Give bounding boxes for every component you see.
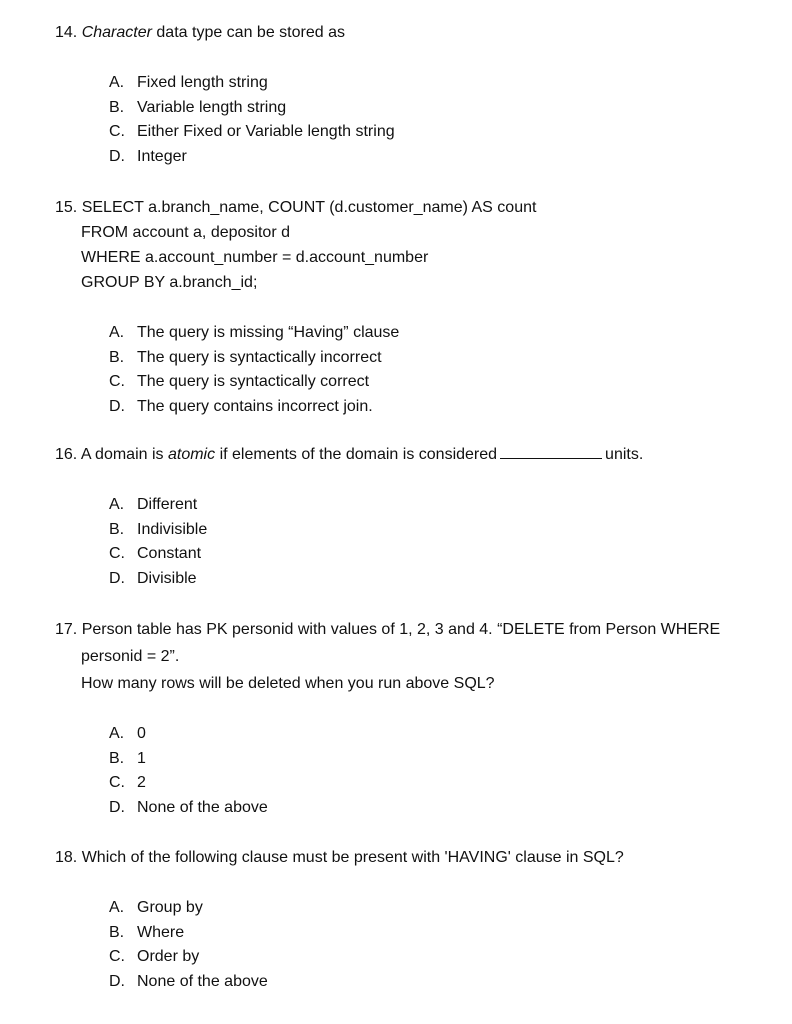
question-17 xyxy=(55,617,775,820)
option-d: D. None of the above xyxy=(109,972,268,990)
question-number: 18. xyxy=(55,849,78,866)
option-c: C. Either Fixed or Variable length string xyxy=(109,123,395,141)
question-number: 15. xyxy=(55,199,78,216)
question-14-italic-term: Character xyxy=(81,24,152,41)
question-15-options xyxy=(55,321,775,419)
question-15-line-3: WHERE a.account_number = d.account_number xyxy=(81,249,429,266)
option-c: C. Constant xyxy=(109,545,202,563)
option-c: C. The query is syntactically correct xyxy=(109,373,370,391)
option-b: B. Indivisible xyxy=(109,520,208,538)
question-14 xyxy=(55,20,775,169)
option-a: A. Group by xyxy=(109,899,203,916)
question-17-line-3: How many rows will be deleted when you run above SQL? xyxy=(81,675,495,692)
question-number: 14. xyxy=(55,24,78,41)
option-b: B. Where xyxy=(109,923,185,941)
question-number: 16. xyxy=(55,446,78,463)
option-b: B. The query is syntactically incorrect xyxy=(109,348,382,366)
option-b: B. 1 xyxy=(109,749,146,767)
question-14-stem xyxy=(55,20,775,45)
option-a: A. Different xyxy=(109,496,198,513)
question-17-options xyxy=(55,722,775,820)
question-16-italic-term: atomic xyxy=(167,446,216,463)
question-number: 17. xyxy=(55,621,78,638)
question-16 xyxy=(55,442,775,591)
answer-blank xyxy=(500,444,602,459)
option-a: A. 0 xyxy=(109,725,146,742)
question-15-line-4: GROUP BY a.branch_id; xyxy=(81,274,258,291)
question-17-line-1: 17. Person table has PK personid with values of 1, 2, 3 and 4. “DELETE from Person WHERE xyxy=(55,621,721,638)
question-18 xyxy=(55,845,775,994)
question-15-line-2: FROM account a, depositor d xyxy=(81,224,290,241)
option-c: C. Order by xyxy=(109,948,200,966)
option-a: A. The query is missing “Having” clause xyxy=(109,324,400,341)
question-18-options xyxy=(55,896,775,994)
option-d: D. The query contains incorrect join. xyxy=(109,397,373,415)
option-c: C. 2 xyxy=(109,774,146,792)
option-d: D. None of the above xyxy=(109,798,268,816)
question-14-stem-text: data type can be stored as xyxy=(156,24,345,41)
option-d: D. Integer xyxy=(109,147,187,165)
question-18-stem: 18. Which of the following clause must be present with 'HAVING' clause in SQL? xyxy=(55,849,624,866)
question-16-stem: 16. A domain is atomic if elements of the domain is considered units. xyxy=(55,446,644,463)
question-16-options xyxy=(55,493,775,591)
question-15 xyxy=(55,195,775,419)
option-a: A. Fixed length string xyxy=(109,74,268,91)
option-b: B. Variable length string xyxy=(109,98,287,116)
question-14-options xyxy=(55,71,775,169)
question-17-line-2: personid = 2”. xyxy=(81,648,180,665)
question-15-line-1: 15. SELECT a.branch_name, COUNT (d.customer_name) AS count xyxy=(55,199,537,216)
option-d: D. Divisible xyxy=(109,569,197,587)
